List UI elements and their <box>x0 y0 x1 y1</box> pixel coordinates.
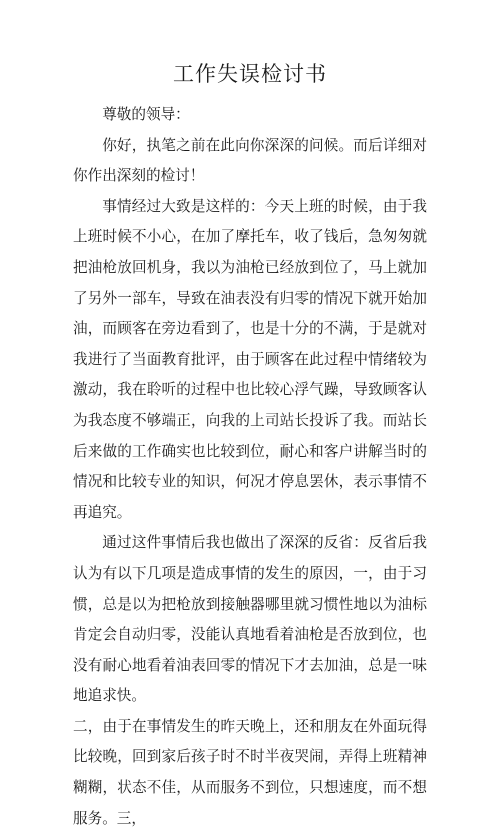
paragraph-incident: 事情经过大致是这样的：今天上班的时候，由于我上班时候不小心，在加了摩托车，收了钱后，急匆匆就把油枪放回机身，我以为油枪已经放到位了，马上就加了另外一部车，导致在油表没有归零的情况下就开始加油，而顾客在旁边看到了，也是十分的不满，于是就对我进行了当面教育批评，由于顾客在此过程中情绪较为激动，我在聆听的过程中也比较心浮气躁，导致顾客认为我态度不够端正，向我的上司站长投诉了我。而站长后来做的工作确实也比较到位，耐心和客户讲解当时的情况和比较专业的知识，何况才停息罢休，表示事情不再追究。 <box>73 197 427 521</box>
document-body <box>73 100 427 834</box>
paragraph-reflection: 通过这件事情后我也做出了深深的反省：反省后我认为有以下几项是造成事情的发生的原因，一，由于习惯，总是以为把枪放到接触器哪里就习惯性地以为油标肯定会自动归零，没能认真地看着油枪是否放到位，也没有耐心地看着油表回零的情况下才去加油，总是一味地追求快。 <box>73 534 427 705</box>
document-title: 工作失误检讨书 <box>173 62 327 86</box>
paragraph-greeting: 你好，执笔之前在此向你深深的问候。而后详细对你作出深刻的检讨！ <box>73 136 427 185</box>
paragraph-reason-two: 二，由于在事情发生的昨天晚上，还和朋友在外面玩得比较晚，回到家后孩子时不时半夜哭闹，弄得上班精神糊糊，状态不佳，从而服务不到位，只想速度，而不想服务。三， <box>73 717 427 827</box>
paragraph-salutation: 尊敬的领导： <box>102 106 190 123</box>
